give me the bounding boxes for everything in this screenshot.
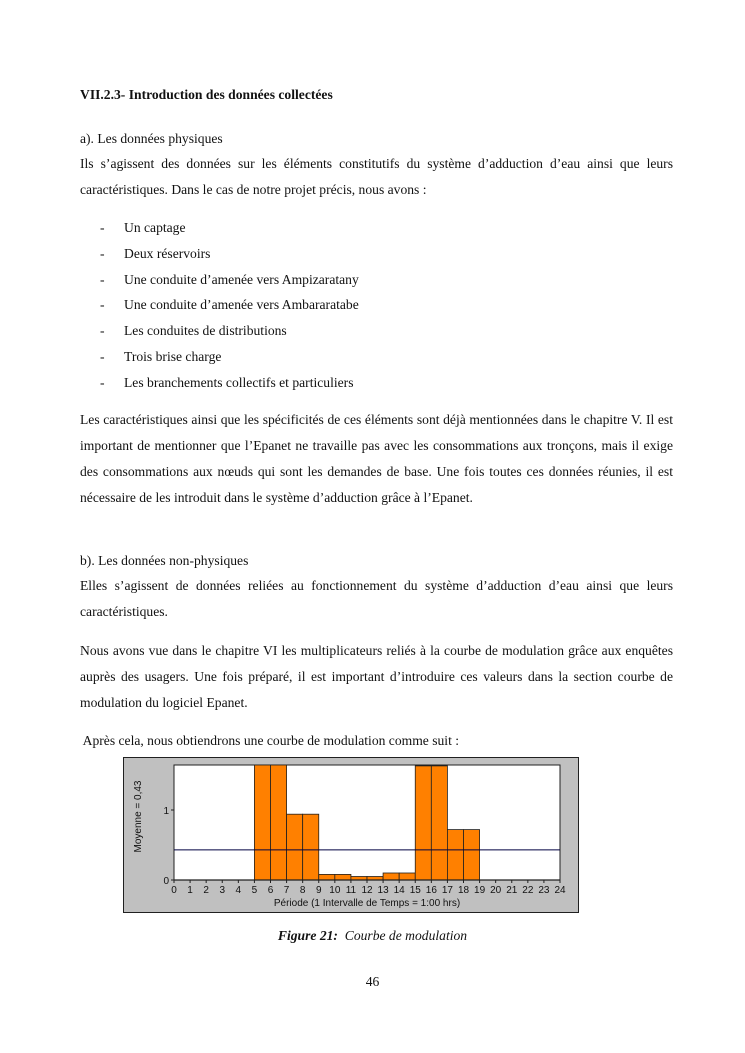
list-item-text: Les conduites de distributions (124, 323, 287, 339)
x-tick-label: 21 (506, 885, 518, 896)
x-tick-label: 5 (251, 885, 258, 896)
plot-area (174, 765, 560, 880)
x-tick-label: 6 (267, 885, 274, 896)
list-item (100, 344, 359, 370)
part-b-title: b). Les données non-physiques (80, 553, 249, 568)
list-item-text: Une conduite d’amenée vers Ampizaratany (124, 271, 359, 287)
x-tick-label: 16 (425, 885, 437, 896)
x-axis-label: Période (1 Intervalle de Temps = 1:00 hrs) (273, 898, 461, 909)
list-item-text: Deux réservoirs (124, 245, 211, 261)
x-tick-label: 8 (299, 885, 306, 896)
bar (383, 873, 399, 880)
x-tick-label: 20 (490, 885, 502, 896)
bar (335, 874, 351, 880)
list-item-text: Trois brise charge (124, 348, 222, 364)
part-a-intro: Ils s’agissent des données sur les éléments constitutifs du système d’adduction d’eau ainsi que leurs caractéristiques. Dans le cas de notre projet précis, nous avons : (80, 156, 673, 197)
bar (415, 766, 431, 880)
list-item-text: Les branchements collectifs et particuliers (124, 374, 354, 390)
part-a-title: a). Les données physiques (80, 131, 223, 146)
bar (447, 830, 463, 880)
dash-bullet: - (100, 374, 105, 390)
x-tick-label: 13 (377, 885, 389, 896)
list-item (100, 370, 359, 396)
figure-caption (0, 928, 745, 944)
x-tick-label: 1 (187, 885, 193, 896)
section-heading: VII.2.3- Introduction des données collectées (80, 87, 333, 102)
list-item-text: Un captage (124, 220, 186, 235)
x-tick-label: 24 (554, 885, 566, 896)
bar-chart-canvas (124, 758, 580, 914)
x-tick-label: 14 (393, 885, 405, 896)
list-item (100, 292, 359, 318)
physical-data-list (100, 215, 359, 396)
bar (303, 814, 319, 880)
dash-bullet: - (100, 220, 105, 235)
x-tick-label: 15 (409, 885, 421, 896)
page-number: 46 (365, 974, 380, 989)
x-tick-label: 22 (522, 885, 534, 896)
list-item-text: Une conduite d’amenée vers Ambararatabe (124, 297, 359, 313)
modulation-chart (123, 757, 579, 913)
part-b-intro: Elles s’agissent de données reliées au fonctionnement du système d’adduction d’eau ainsi que leurs caractéristiques. (80, 578, 673, 619)
list-item (100, 267, 359, 293)
y-axis-label: Moyenne = 0,43 (133, 780, 144, 853)
x-tick-label: 7 (283, 885, 290, 896)
x-tick-label: 18 (457, 885, 470, 896)
x-tick-label: 12 (361, 885, 373, 896)
dash-bullet: - (100, 297, 105, 313)
list-item (100, 215, 359, 241)
x-tick-label: 11 (345, 885, 357, 896)
x-tick-label: 4 (235, 885, 242, 896)
bar (319, 874, 335, 880)
dash-bullet: - (100, 271, 105, 287)
x-tick-label: 3 (219, 885, 226, 896)
x-tick-label: 2 (203, 885, 209, 896)
x-tick-label: 10 (329, 885, 341, 896)
x-tick-label: 19 (474, 885, 486, 896)
part-a-paragraph: Les caractéristiques ainsi que les spécificités de ces éléments sont déjà mentionnées dans le chapitre V. Il est important de mentionner que l’Epanet ne travaille pas avec les consommations aux tronçons, mais il exige des consommations aux nœuds qui sont les demandes de base. Une fois toutes ces données réunies, il est nécessaire de les introduit dans le système d’adduction grâce à l’Epanet. (80, 412, 673, 505)
list-item (100, 318, 359, 344)
bar (287, 814, 303, 880)
x-tick-label: 0 (171, 885, 177, 896)
part-b-paragraph: Nous avons vue dans le chapitre VI les multiplicateurs reliés à la courbe de modulation grâce aux enquêtes auprès des usagers. Une fois préparé, il est important d’introduire ces valeurs dans la section courbe de modulation du logiciel Epanet. (80, 643, 673, 710)
dash-bullet: - (100, 323, 105, 339)
bar (399, 873, 415, 880)
dash-bullet: - (100, 245, 105, 261)
x-tick-label: 9 (315, 885, 322, 896)
bar (271, 765, 287, 880)
bar (431, 766, 447, 880)
figure-title: Courbe de modulation (344, 928, 468, 943)
dash-bullet: - (100, 348, 105, 364)
figure-label: Figure 21: (277, 928, 338, 943)
x-tick-label: 17 (441, 885, 453, 896)
bar (254, 765, 270, 880)
bar (464, 830, 480, 880)
part-b-lead-in: Après cela, nous obtiendrons une courbe de modulation comme suit : (80, 733, 460, 748)
y-tick-label: 0 (163, 876, 169, 887)
y-tick-label: 1 (163, 806, 169, 817)
list-item (100, 241, 359, 267)
x-tick-label: 23 (538, 885, 550, 896)
